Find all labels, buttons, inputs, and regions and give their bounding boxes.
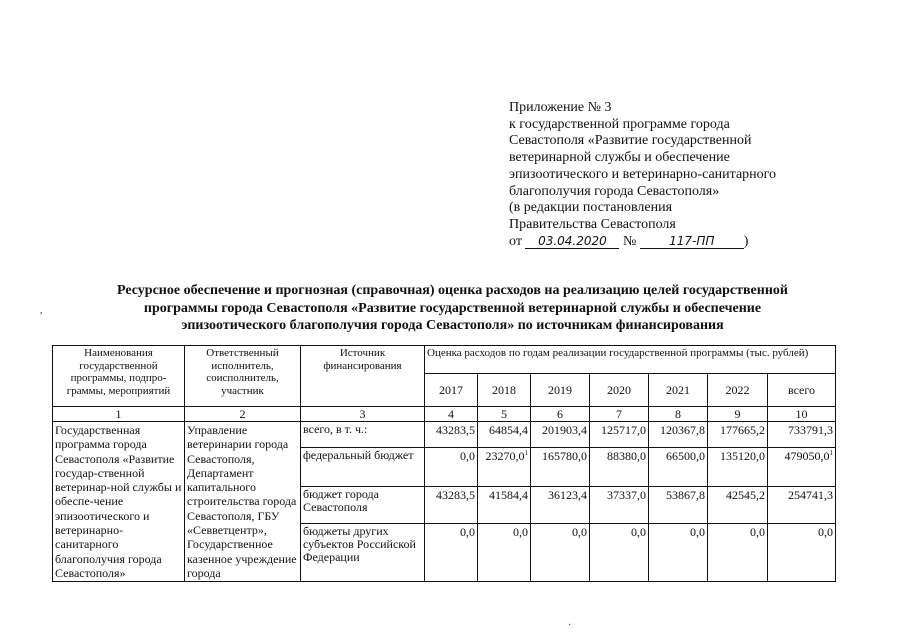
value-cell: 0,0 <box>649 524 708 582</box>
header-executor: Ответственный исполнитель, соисполнитель, участник <box>185 346 301 407</box>
table-row <box>53 422 836 448</box>
total-cell <box>768 447 836 486</box>
value-cell: 177665,2 <box>708 422 768 448</box>
value-cell: 41584,4 <box>478 487 531 524</box>
year-header: 2020 <box>590 374 649 407</box>
value-cell: 135120,0 <box>708 447 768 486</box>
value-cell: 0,0 <box>425 447 478 486</box>
financing-table <box>52 345 836 582</box>
value-cell: 43283,5 <box>425 422 478 448</box>
value-cell: 120367,8 <box>649 422 708 448</box>
appendix-block <box>509 100 869 250</box>
title-line: Ресурсное обеспечение и прогнозная (справочная) оценка расходов на реализацию целей государственной <box>117 283 788 298</box>
header-source: Источник финансирования <box>301 346 425 407</box>
scan-mark: · <box>568 620 572 631</box>
column-index: 3 <box>301 407 425 422</box>
header-estimate: Оценка расходов по годам реализации государственной программы (тыс. рублей) <box>425 346 836 374</box>
column-index: 4 <box>425 407 478 422</box>
total-cell: 733791,3 <box>768 422 836 448</box>
appendix-line: эпизоотического и ветеринарно-санитарного <box>509 166 777 182</box>
year-header: 2019 <box>531 374 590 407</box>
column-index: 6 <box>531 407 590 422</box>
appendix-line: Правительства Севастополя <box>509 216 676 232</box>
year-header: 2017 <box>425 374 478 407</box>
total-cell: 254741,3 <box>768 487 836 524</box>
year-header: 2022 <box>708 374 768 407</box>
column-index: 9 <box>708 407 768 422</box>
value-cell: 0,0 <box>708 524 768 582</box>
header-name: Наименования государственной программы, подпро-граммы, мероприятий <box>53 346 185 407</box>
appendix-line: Севастополя «Развитие государственной <box>509 133 752 149</box>
column-index: 2 <box>185 407 301 422</box>
appendix-line: к государственной программе города <box>509 116 730 132</box>
appendix-line: Приложение № 3 <box>509 100 612 115</box>
close-paren: ) <box>743 233 749 249</box>
appendix-line: (в редакции постановления <box>509 200 673 216</box>
appendix-line: благополучия города Севастополя» <box>509 183 720 199</box>
value-text: 23270,0 <box>485 448 525 463</box>
value-cell: 201903,4 <box>531 422 590 448</box>
value-cell: 0,0 <box>590 524 649 582</box>
value-cell <box>478 447 531 486</box>
title-line: программы города Севастополя «Развитие государственной ветеринарной службы и обеспечение <box>143 300 762 316</box>
source-cell: бюджеты других субъектов Российской Федерации <box>301 524 425 582</box>
value-cell: 0,0 <box>425 524 478 582</box>
value-cell: 64854,4 <box>478 422 531 448</box>
column-index: 7 <box>590 407 649 422</box>
value-cell: 42545,2 <box>708 487 768 524</box>
value-cell: 53867,8 <box>649 487 708 524</box>
value-cell: 36123,4 <box>531 487 590 524</box>
value-cell: 0,0 <box>478 524 531 582</box>
source-cell: всего, в т. ч.: <box>301 422 425 448</box>
value-cell: 165780,0 <box>531 447 590 486</box>
column-index: 10 <box>768 407 836 422</box>
scan-mark: , <box>40 305 43 316</box>
total-header: всего <box>768 374 836 407</box>
footnote-mark: 1 <box>524 448 528 457</box>
value-cell: 0,0 <box>531 524 590 582</box>
document-title <box>40 282 865 335</box>
value-cell: 88380,0 <box>590 447 649 486</box>
column-index: 5 <box>478 407 531 422</box>
decree-date: 03.04.2020 <box>525 234 619 249</box>
value-cell: 125717,0 <box>590 422 649 448</box>
title-line: эпизоотического благополучия города Севастополя» по источникам финансирования <box>181 318 724 333</box>
number-label: № <box>622 233 637 249</box>
value-cell: 37337,0 <box>590 487 649 524</box>
program-name-cell: Государственная программа города Севастополя «Развитие государ-ственной ветеринар-ной службы и обеспе-чение эпизоотического и ветеринарно-санитарного благополучия города Севастополя» <box>53 422 185 582</box>
column-index-row <box>53 407 836 422</box>
column-index: 8 <box>649 407 708 422</box>
total-cell: 0,0 <box>768 524 836 582</box>
value-cell: 43283,5 <box>425 487 478 524</box>
column-index: 1 <box>53 407 185 422</box>
ot-label: от <box>509 233 522 249</box>
year-header: 2018 <box>478 374 531 407</box>
decree-reference <box>509 234 869 251</box>
value-text: 479050,0 <box>784 448 830 463</box>
source-cell: бюджет города Севастополя <box>301 487 425 524</box>
source-cell: федеральный бюджет <box>301 447 425 486</box>
appendix-line: ветеринарной службы и обеспечение <box>509 150 730 166</box>
year-header: 2021 <box>649 374 708 407</box>
value-cell: 66500,0 <box>649 447 708 486</box>
decree-number: 117-ПП <box>640 234 744 249</box>
footnote-mark: 1 <box>829 448 833 457</box>
executor-cell: Управление ветеринарии города Севастополя, Департамент капитального строительства города Севастополя, ГБУ «Севветцентр», Государственное казенное учреждение города <box>185 422 301 582</box>
